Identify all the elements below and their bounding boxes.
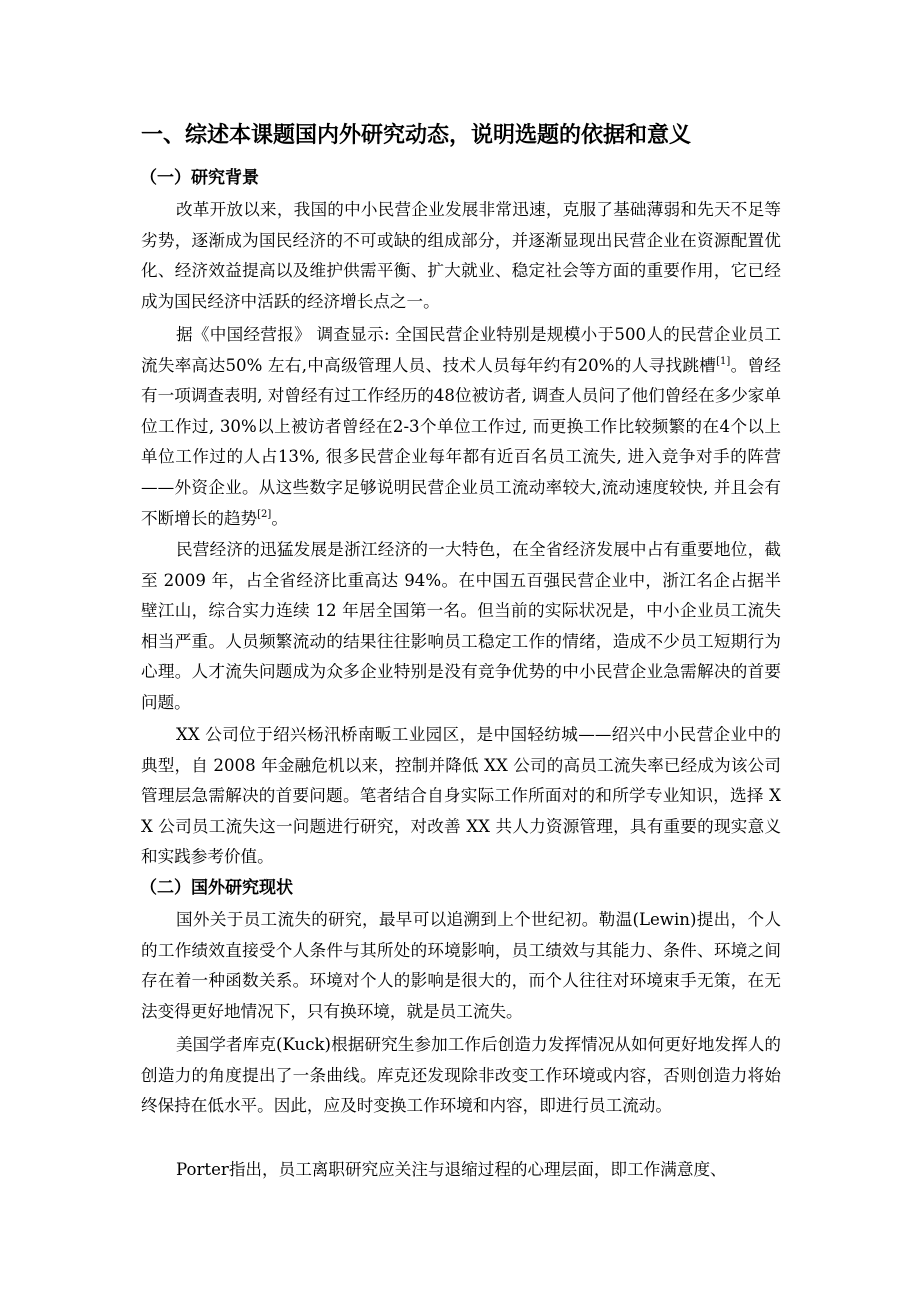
subheading-research-background: （一）研究背景 [140, 168, 259, 188]
paragraph-foreign-2: 美国学者库克(Kuck)根据研究生参加工作后创造力发挥情况从如何更好地发挥人的创造力的角度提出了一条曲线。库克还发现除非改变工作环境或内容，否则创造力将始终保持在低水平。因此，应及时变换工作环境和内容，即进行员工流动。 [141, 1035, 781, 1116]
citation-ref-1: [1] [716, 355, 731, 367]
paragraph-background-3: 民营经济的迅猛发展是浙江经济的一大特色，在全省经济发展中占有重要地位，截至 2009 年，占全省经济比重高达 94%。在中国五百强民营企业中，浙江名企占据半壁江山，综合实力连续 12 年居全国第一名。但当前的实际状况是，中小企业员工流失相当严重。人员频繁流动的结果往往影响员工稳定工作的情绪，造成不少员工短期行为心理。人才流失问题成为众多企业特别是没有竞争优势的中小民营企业急需解决的首要问题。 [141, 540, 781, 712]
paragraph-background-1: 改革开放以来，我国的中小民营企业发展非常迅速，克服了基础薄弱和先天不足等劣势，逐渐成为国民经济的不可或缺的组成部分，并逐渐显现出民营企业在资源配置优化、经济效益提高以及维护供需平衡、扩大就业、稳定社会等方面的重要作用，它已经成为国民经济中活跃的经济增长点之一。 [141, 200, 781, 311]
paragraph-text: 。 [271, 508, 288, 528]
subheading-foreign-research: （二）国外研究现状 [140, 878, 293, 898]
paragraph-text: 据《中国经营报》 调查显示: 全国民营企业特别是规模小于500人的民营企业员工流失率高达50% 左右,中高级管理人员、技术人员每年约有20%的人寻找跳槽 [141, 325, 781, 375]
citation-ref-2: [2] [257, 508, 272, 520]
paragraph-background-2 [141, 320, 781, 534]
paragraph-text: 。曾经有一项调查表明, 对曾经有过工作经历的48位被访者, 调查人员问了他们曾经在多少家单位工作过, 30%以上被访者曾经在2-3个单位工作过, 而更换工作比较频繁的在4个以上单位工作过的人占13%, 很多民营企业每年都有近百名员工流失, 进入竞争对手的阵营——外资企业。从这些数字足够说明民营企业员工流动率较大,流动速度较快, 并且会有不断增长的趋势 [141, 355, 782, 528]
paragraph-background-4: XX 公司位于绍兴杨汛桥南畈工业园区，是中国轻纺城——绍兴中小民营企业中的典型，自 2008 年金融危机以来，控制并降低 XX 公司的高员工流失率已经成为该公司管理层急需解决的首要问题。笔者结合自身实际工作所面对的和所学专业知识，选择 XX 公司员工流失这一问题进行研究，对改善 XX 共人力资源管理，具有重要的现实意义和实践参考价值。 [141, 725, 781, 867]
section-heading: 一、综述本课题国内外研究动态，说明选题的依据和意义 [141, 123, 692, 148]
paragraph-foreign-1: 国外关于员工流失的研究，最早可以追溯到上个世纪初。勒温(Lewin)提出，个人的工作绩效直接受个人条件与其所处的环境影响，员工绩效与其能力、条件、环境之间存在着一种函数关系。环境对个人的影响是很大的，而个人往往对环境束手无策，在无法变得更好地情况下，只有换环境，就是员工流失。 [141, 910, 781, 1021]
paragraph-foreign-3: Porter指出，员工离职研究应关注与退缩过程的心理层面，即工作满意度、 [176, 1160, 727, 1179]
